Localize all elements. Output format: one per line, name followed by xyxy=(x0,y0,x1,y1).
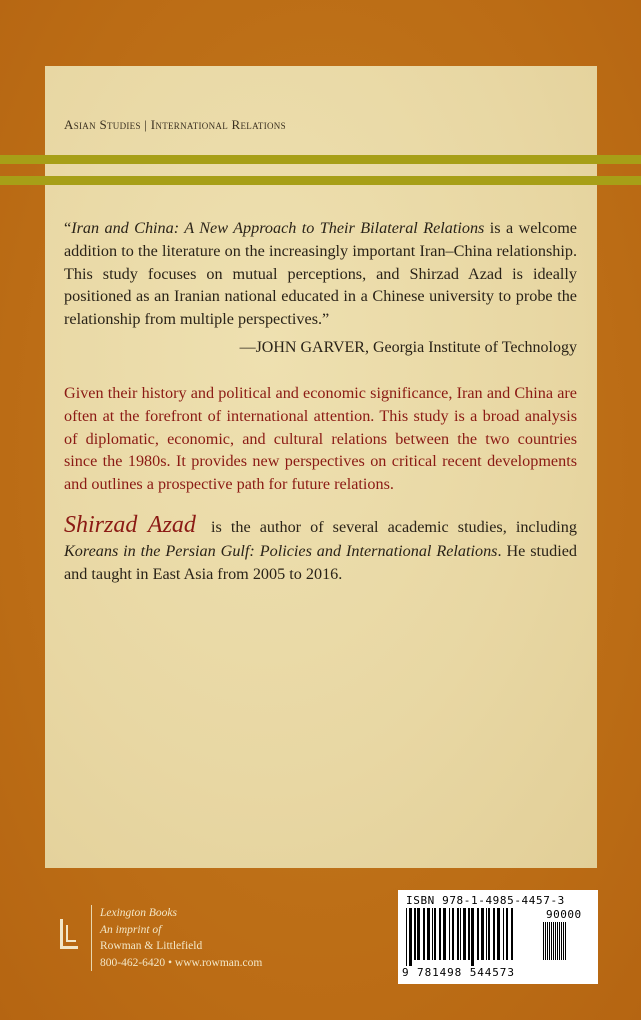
publisher-contact: 800-462-6420 • www.rowman.com xyxy=(100,956,263,969)
barcode-bar xyxy=(439,908,441,960)
barcode-bar xyxy=(486,908,487,960)
bio-text-2: . He studied and taught in East Asia from 2005 to 2016. xyxy=(64,541,577,583)
barcode-bar xyxy=(563,922,564,960)
publisher-name: Lexington Books xyxy=(100,907,177,919)
barcode-bar xyxy=(468,908,470,960)
barcode-bar xyxy=(549,922,550,960)
barcode-bar xyxy=(406,908,407,966)
barcode-bar xyxy=(543,922,544,960)
barcode-bar xyxy=(493,908,495,960)
isbn-text: ISBN 978-1-4985-4457-3 xyxy=(406,894,565,907)
quote-body: is a welcome addition to the literature on the increasingly important Iran–China relationship. This study focuses on mutual perceptions, and Shirzad Azad is ideally positioned as an Iranian national educated in a Chinese university to probe the relationship from multiple perspectives.” xyxy=(64,219,577,329)
barcode-bar xyxy=(506,908,508,960)
barcode-bar xyxy=(565,922,566,960)
quoted-book-title: Iran and China: A New Approach to Their Bilateral Relations xyxy=(71,219,485,237)
barcode-bar xyxy=(432,908,433,960)
barcode-bar xyxy=(488,908,490,960)
publisher-divider xyxy=(91,905,92,971)
barcode-bar xyxy=(561,922,562,960)
barcode-bar xyxy=(511,908,513,960)
ean-barcode-bars xyxy=(406,908,540,966)
quote-attribution: —JOHN GARVER, Georgia Institute of Technology xyxy=(239,339,577,356)
publisher-block xyxy=(52,905,312,975)
barcode-bar xyxy=(559,922,560,960)
quote-open-mark: “ xyxy=(64,219,72,237)
bio-book-title: Koreans in the Persian Gulf: Policies and International Relations xyxy=(64,541,498,560)
barcode-bar xyxy=(547,922,548,960)
barcode-bar xyxy=(503,908,504,960)
lexington-logo-icon xyxy=(52,919,84,953)
publisher-imprint: An imprint of xyxy=(100,923,162,936)
barcode-bar xyxy=(557,922,558,960)
barcode-bar xyxy=(423,908,425,960)
bio-text-1: is the author of several academic studies, including xyxy=(201,518,577,536)
barcode-bar xyxy=(555,922,556,960)
barcode-bar xyxy=(481,908,484,960)
ean-number: 9 781498 544573 xyxy=(402,966,515,979)
author-bio xyxy=(64,514,577,587)
barcode-bar xyxy=(497,908,500,960)
barcode-bar xyxy=(463,908,466,960)
stripe-top xyxy=(0,155,641,164)
barcode-bar xyxy=(545,922,546,960)
barcode-bar xyxy=(471,908,474,966)
barcode-bar xyxy=(443,908,446,960)
barcode-bar xyxy=(553,922,554,960)
barcode-bar xyxy=(434,908,436,960)
barcode-bar xyxy=(449,908,450,960)
barcode-bar xyxy=(551,922,552,960)
barcode-bar xyxy=(409,908,412,966)
endorsement-quote xyxy=(64,217,577,331)
barcode-bar xyxy=(477,908,479,960)
addon-number: 90000 xyxy=(546,908,582,921)
addon-barcode-bars xyxy=(543,922,591,966)
barcode-bar xyxy=(452,908,454,960)
barcode-bar xyxy=(427,908,430,960)
author-name: Shirzad Azad xyxy=(64,512,196,538)
publisher-text xyxy=(100,905,262,971)
barcode xyxy=(398,890,598,984)
publisher-parent: Rowman & Littlefield xyxy=(100,940,203,952)
barcode-bar xyxy=(417,908,420,960)
barcode-bar xyxy=(414,908,416,960)
barcode-bar xyxy=(457,908,459,960)
barcode-bar xyxy=(460,908,461,960)
book-description: Given their history and political and economic significance, Iran and China are often at the forefront of international attention. This study is a broad analysis of diplomatic, economic, and cultural relations between the two countries since the 1980s. It provides new perspectives on critical recent developments and outlines a prospective path for future relations. xyxy=(64,384,577,494)
series-label: Asian Studies | International Relations xyxy=(64,117,286,132)
stripe-bottom xyxy=(0,176,641,185)
